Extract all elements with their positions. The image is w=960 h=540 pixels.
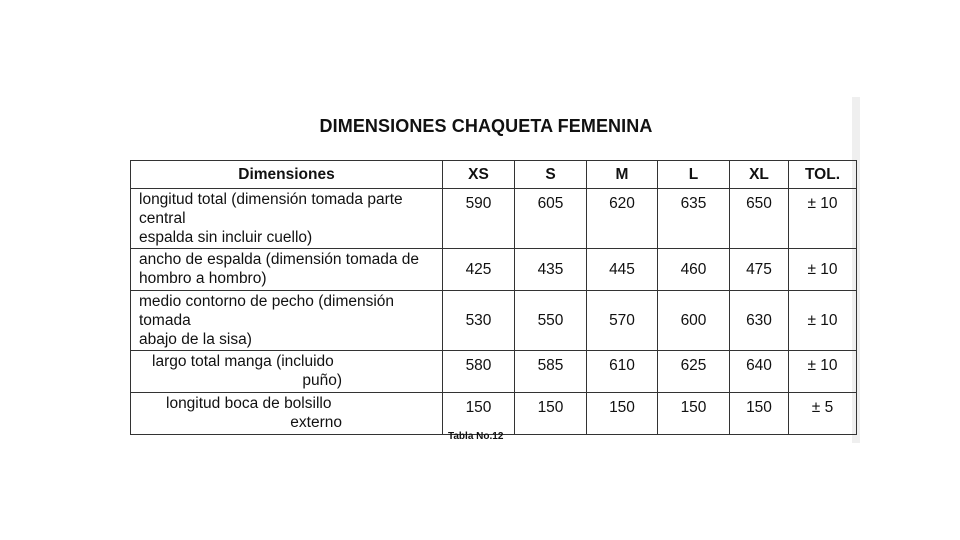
value-m: 570 <box>587 291 658 351</box>
value-xl: 475 <box>730 249 789 291</box>
value-s: 605 <box>515 189 587 249</box>
header-s: S <box>515 161 587 189</box>
table-row <box>131 249 857 291</box>
value-tol: ± 10 <box>789 291 857 351</box>
value-l: 600 <box>658 291 730 351</box>
value-tol: ± 10 <box>789 249 857 291</box>
value-xl: 150 <box>730 393 789 435</box>
value-tol: ± 5 <box>789 393 857 435</box>
value-l: 625 <box>658 351 730 393</box>
table-row <box>131 351 857 393</box>
row-label: largo total manga (incluido puño) <box>131 351 443 393</box>
value-s: 585 <box>515 351 587 393</box>
value-l: 150 <box>658 393 730 435</box>
table-row <box>131 189 857 249</box>
header-m: M <box>587 161 658 189</box>
row-label: longitud total (dimensión tomada parte central espalda sin incluir cuello) <box>131 189 443 249</box>
header-xs: XS <box>443 161 515 189</box>
header-tol: TOL. <box>789 161 857 189</box>
value-s: 550 <box>515 291 587 351</box>
value-l: 635 <box>658 189 730 249</box>
table-row <box>131 291 857 351</box>
value-s: 150 <box>515 393 587 435</box>
dimensions-table-body <box>130 160 857 435</box>
table-caption: Tabla No.12 <box>448 431 504 442</box>
header-xl: XL <box>730 161 789 189</box>
value-xl: 630 <box>730 291 789 351</box>
header-l: L <box>658 161 730 189</box>
value-xs: 580 <box>443 351 515 393</box>
value-m: 610 <box>587 351 658 393</box>
value-xl: 650 <box>730 189 789 249</box>
value-xs: 590 <box>443 189 515 249</box>
row-label: longitud boca de bolsillo externo <box>131 393 443 435</box>
row-label: ancho de espalda (dimensión tomada de hombro a hombro) <box>131 249 443 291</box>
value-xs: 530 <box>443 291 515 351</box>
value-m: 620 <box>587 189 658 249</box>
table-header-row <box>131 161 857 189</box>
document-title: DIMENSIONES CHAQUETA FEMENINA <box>319 116 653 136</box>
header-dimensiones: Dimensiones <box>131 161 443 189</box>
value-s: 435 <box>515 249 587 291</box>
table-row <box>131 393 857 435</box>
value-m: 150 <box>587 393 658 435</box>
value-xs: 150 <box>443 393 515 435</box>
value-tol: ± 10 <box>789 351 857 393</box>
value-tol: ± 10 <box>789 189 857 249</box>
value-m: 445 <box>587 249 658 291</box>
value-xl: 640 <box>730 351 789 393</box>
row-label: medio contorno de pecho (dimensión tomada abajo de la sisa) <box>131 291 443 351</box>
value-xs: 425 <box>443 249 515 291</box>
value-l: 460 <box>658 249 730 291</box>
